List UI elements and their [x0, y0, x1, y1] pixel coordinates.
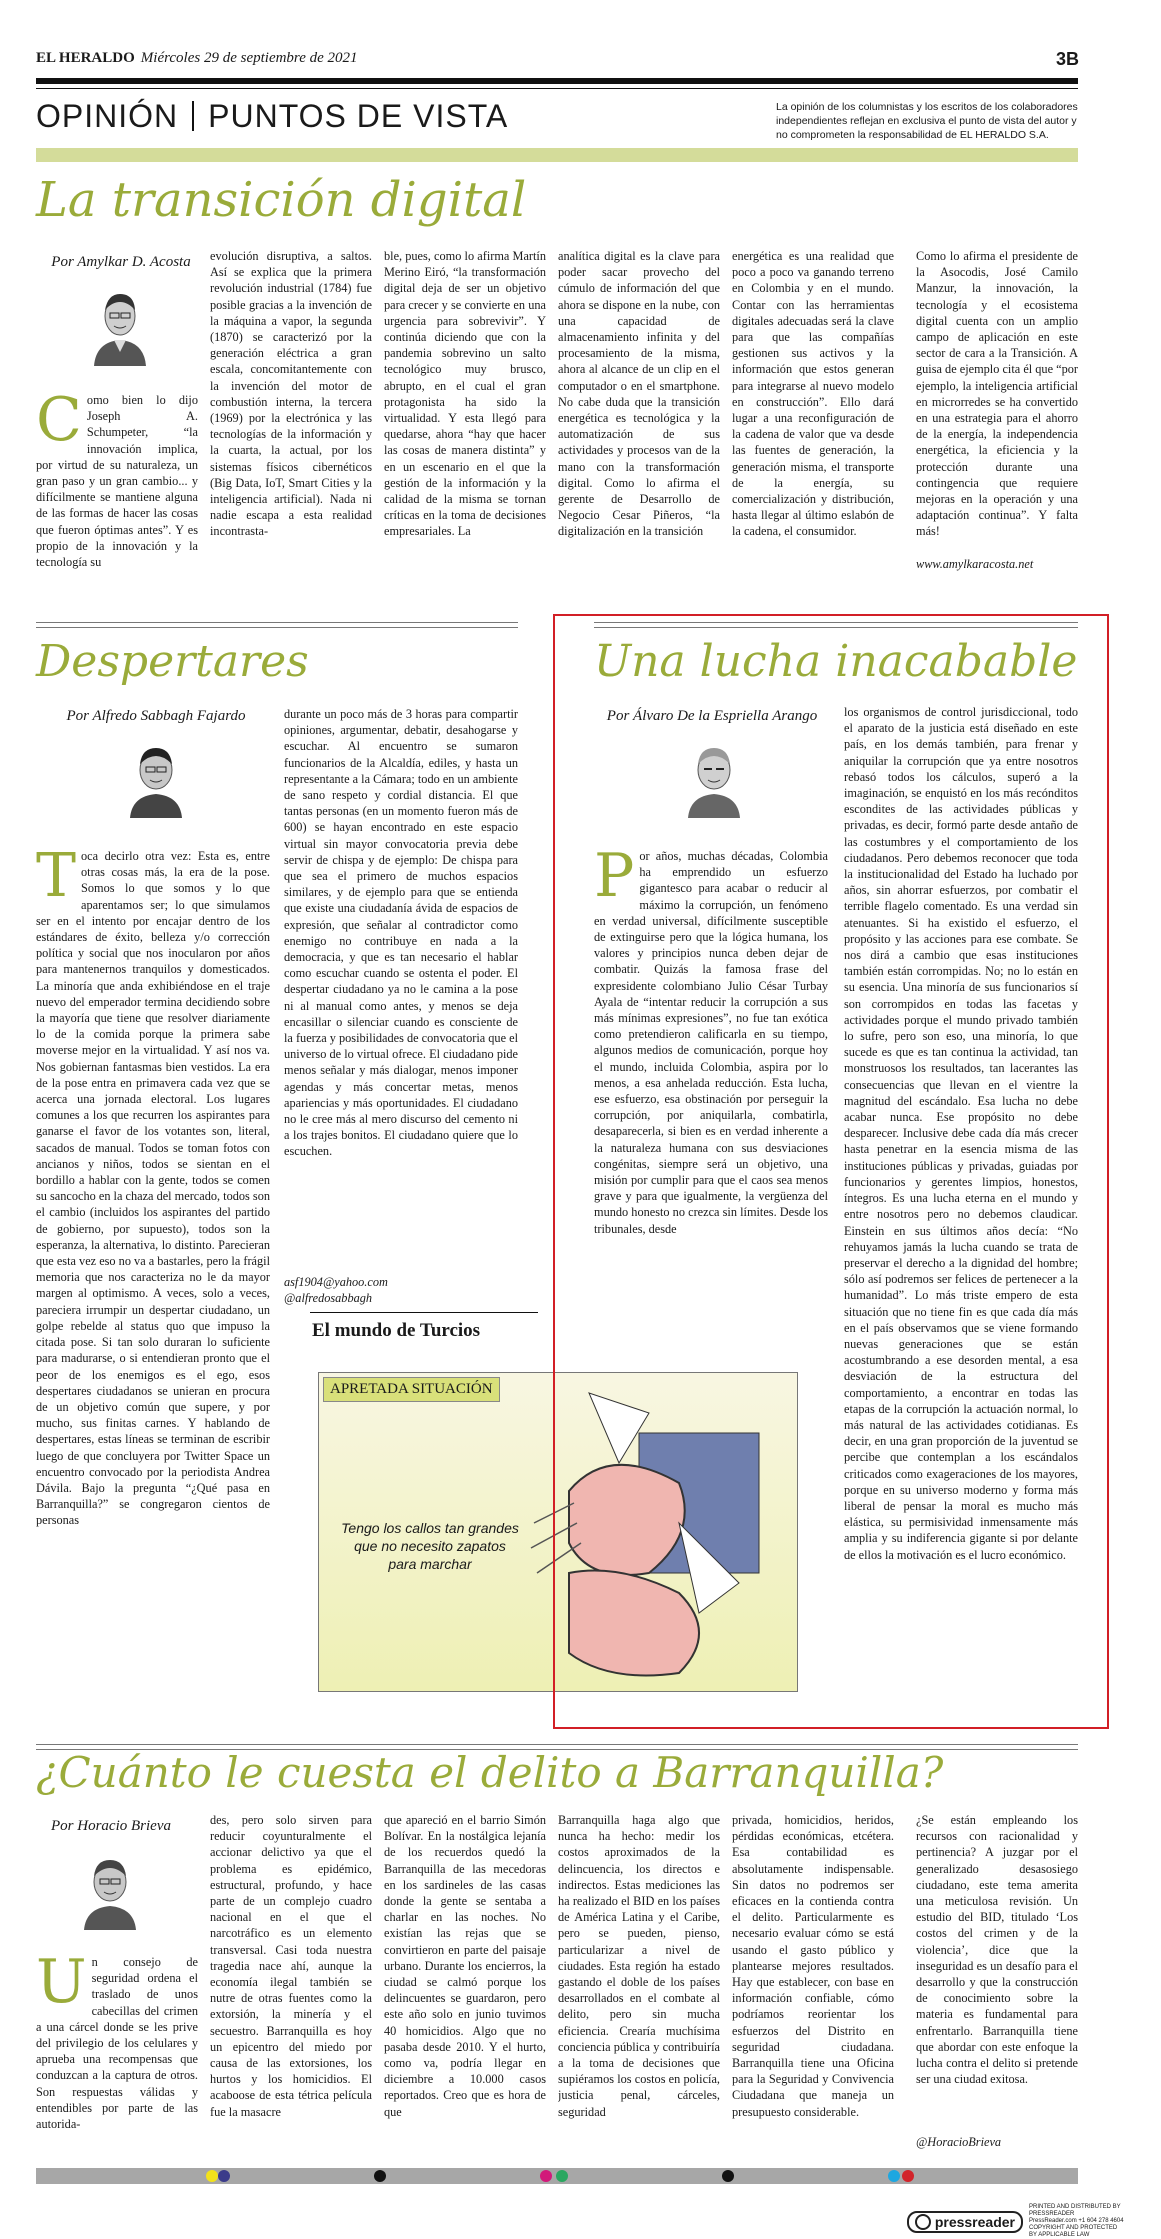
pressreader-credit-line3: COPYRIGHT AND PROTECTED BY APPLICABLE LAW	[1029, 2225, 1118, 2238]
article-despertares-col2: durante un poco más de 3 horas para compartir opiniones, argumentar, debatir, desahogarse y escuchar. Al encuentro se sumaron funcionarios de la Alcaldía, ediles, y hasta un representante a la Cámara; todo en un ambiente de sano respeto y cordial distancia. El que tantas personas (en un momento fueron más de 600) se hayan encontrado en este espacio virtual sin mayor convocatoria previa debe servir de chispa y de ejemplo: De chispa para que sea el primero de muchos espacios similares, y de ejemplo para que se entienda que existe una ciudadanía ávida de espacios de expresión, que señalar al contradictor como enemigo no contribuye en nada a la democracia, y que es tan necesario el hablar como escuchar cuando se ostenta el poder. El despertar ciudadano ya no le camina a la pose ni al manual como antes, y menos se deja encasillar o silenciar cuando es consciente de la fuerza y posibilidades de convocatoria que el universo de lo virtual ofrece. El ciudadano pide menos señalar y más dialogar, menos imponer agendas y más concertar metas, menos apariencias y más oportunidades. El ciudadano no le cree más al mero discurso del cemento ni a los trajes bonitos. El ciudadano quiere que lo escuchen.	[284, 707, 518, 1159]
article-transicion-col6: Como lo afirma el presidente de la Asocodis, José Camilo Manzur, la innovación, la tecnología y el ecosistema digital cuenta con un amplio campo de aplicación en este sector de cara a la Transición. A guisa de ejemplo cita él que “por ejemplo, la inteligencia artificial en microrredes se ha convertido en una estrategia para el ahorro de la energía, la independencia energética, la eficiencia y la protección durante una contingencia que requiere mejoras en la operación y una adaptación continua”. Y falta más!	[916, 249, 1078, 539]
dropcap-despertares: T	[36, 848, 77, 911]
pressreader-credit-line1: PRINTED AND DISTRIBUTED BY PRESSREADER	[1029, 2204, 1121, 2217]
article-delito-col1	[36, 1954, 198, 2150]
pressreader-brand: pressreader	[934, 2213, 1015, 2230]
article-transicion-col2: evolución disruptiva, a saltos. Así se explica que la primera revolución industrial (1784) fue posible gracias a la invención de la máquina a vapor, la segunda (1870) se caracterizó por la generación eléctrica a gran escala, concomitantemente con la invención del motor de combustión interna, la tercera (1969) por la electrónica y las tecnologías de la información y la cuarta, la actual, por los sistemas físicos cibernéticos (Big Data, IoT, Smart Cities y la inteligencia artificial). Nada ni nadie escapa a esta realidad incontrasta-	[210, 249, 372, 539]
registration-dot-yellow	[206, 2170, 218, 2182]
section-opinion: OPINIÓN	[36, 98, 179, 134]
section-divider	[192, 101, 194, 131]
headline-lucha: Una lucha inacabable	[594, 636, 1078, 687]
article-delito-col3: que apareció en el barrio Simón Bolívar. En la nostálgica lejanía de los recuerdos quedó la Barranquilla de las mecedoras en los sardineles de las casas donde la gente se sentaba a charlar en las noches. No existían las rejas que se convirtieron en parte del paisaje urbano. Durante los encierros, la ciudad se calmó porque los delincuentes se guardaron, pero este año solo en junio tuvimos 40 homicidios. Algo que no pasaba desde 2010. Y el hurto, como va, podría llegar en diciembre a 10.000 casos reportados. Creo que es hora de que	[384, 1813, 546, 2119]
article-despertares-text1: oca decirlo otra vez: Esta es, entre otras cosas más, la era de la pose. Somos lo que somos y lo que aparentamos ser; lo que simulamos ser en el intento por encajar dentro de los estándares de éxito, belleza y/o corrección política y social que nos inocularon por años para mantenernos tranquilos y domesticados. La minoría que anda exhibiéndose en el traje nuevo del emperador termina decidiendo sobre la mayoría que tiene que resolver diariamente lo de la comida porque la primera sabe moverse mejor en la virtualidad. Y así nos va. Nos gobiernan fantasmas bien vestidos. La era de la pose entra en primavera cada vez que se acerca una jornada electoral. Los lugares comunes a los que recurren los aspirantes para ganarse el favor de los votantes son, literal, sacados de manual. Todos se toman fotos con ancianos y niños, todos se sientan en el bordillo a hablar con la gente, todos se comen su sancocho en la chaza del mercado, todos son el cambio (incluidos los aspirantes del partido de gobierno, por supuesto), todos son la esperanza, la alternativa, lo distinto. Parecieran que esta vez eso no va a bastarles, pero la frágil memoria que nos caracteriza no le da mayor margen al optimismo. A veces, solo a veces, pareciera irrumpir un despertar ciudadano, un golpe rebelde al status quo que impuso la citada pose. Si tan solo duraran lo suficiente para madurarse, o si entendieran pronto que el peor de los enemigos es el ego, esos despertares ciudadanos se unieran en procura de un objetivo común que supere, y por mucho, sus finitas carnes. Y hablando de despertares, estas líneas se terminan de escribir luego de que concluyera por Twitter Space un encuentro convocado por la periodista Andrea Dávila. Bajo la pregunta “¿Qué pasa en Barranquilla?” se congregaron cientos de personas	[36, 849, 270, 1528]
article-transicion-col5: energética es una realidad que poco a poco va ganando terreno en Colombia y en el mundo. Contar con las herramientas digitales adecuadas será la clave para que las compañías gestionen sus activos y la información que estos generan para integrarse al nuevo modelo en construcción”. Ello dará lugar a una reconfiguración de la cadena de valor que va desde las fuentes de generación, la generación misma, el transporte de la energía, su comercialización y distribución, hasta llegar al último eslabón de la cadena, el consumidor.	[732, 249, 894, 539]
lucha-top-rule	[594, 622, 1078, 628]
registration-dot-black-2	[722, 2170, 734, 2182]
registration-dot-magenta	[540, 2170, 552, 2182]
signature-sabbagh-twitter: @alfredosabbagh	[284, 1291, 373, 1305]
article-lucha-text1: or años, muchas décadas, Colombia ha emprendido un esfuerzo gigantesco para acabar o reducir al máximo la corrupción, un fenómeno en verdad universal, difícilmente susceptible de extinguirse pero que la lógica humana, los valores y principios nunca deben dejar de combatir. Quizás la famosa frase del expresidente colombiano Julio César Turbay Ayala de “intentar reducir la corrupción a sus más mínimas expresiones”, no fue tan exótica como pretendieron calificarla en su tiempo, algunos medios de comunicación, porque hoy el mundo, incluida Colombia, aspira por lo menos, a esa anhelada reducción. Esta lucha, ese esfuerzo, esa obstinación por perseguir la corrupción, por aniquilarla, combatirla, desaparecerla, si bien es en verdad inherente a la naturaleza humana con sus desviaciones congénitas, siempre será un objetivo, una misión por cumplir para que el caos sea menos grave y para que igualmente, la vergüenza del mundo honesto no crezca sin límites. Desde los tribunales, desde	[594, 849, 828, 1236]
article-transicion-col4: analítica digital es la clave para poder sacar provecho del cúmulo de información del que ahora se dispone en la nube, con una capacidad de almacenamiento infinita y del procesamiento de la misma, ahora al alcance de un clip en el computador o en el smartphone. No cabe duda que la transición energética es tecnológica y la automatización de sus actividades y procesos van de la mano con la transformación digital. Como lo afirma el gerente de Desarrollo de Negocio Cesar Piñeros, “la digitalización en la transición	[558, 249, 720, 539]
cartoon-top-rule	[310, 1312, 538, 1313]
registration-dot-blue	[218, 2170, 230, 2182]
masthead-thin-rule	[36, 88, 1078, 89]
publication-name: EL HERALDO	[36, 50, 135, 66]
dropcap-transicion: C	[36, 392, 82, 455]
section-puntos: PUNTOS DE VISTA	[208, 98, 509, 134]
page-number: 3B	[1055, 49, 1079, 69]
author-photo-espriella	[682, 734, 746, 818]
registration-dot-cyan	[888, 2170, 900, 2182]
headline-transicion: La transición digital	[36, 172, 527, 228]
signature-sabbagh-email: asf1904@yahoo.com	[284, 1275, 388, 1289]
signature-acosta: www.amylkaracosta.net	[916, 557, 1034, 571]
pressreader-credit-line2: PressReader.com +1 604 278 4604	[1029, 2218, 1124, 2224]
disclaimer: La opinión de los columnistas y los escritos de los colaboradores independientes reflejan en exclusiva el punto de vista del autor y no comprometen la responsabilidad de EL HERALDO S.A.	[776, 101, 1078, 141]
pressreader-badge	[907, 2211, 1023, 2233]
headline-despertares: Despertares	[36, 636, 309, 687]
article-delito-col6: ¿Se están empleando los recursos con racionalidad y pertinencia? A juzgar por el generalizado desasosiego ciudadano, este tema amerita una meticulosa revisión. Un estudio del BID, titulado ‘Los costos del crimen y de la violencia’, dice que la inseguridad es un desafío para el desarrollo y que la construcción de conocimiento sobre la materia es fundamental para enfrentarlo. Barranquilla tiene que abordar con este enfoque la lucha contra el delito si pretende ser una ciudad exitosa.	[916, 1813, 1078, 2087]
article-delito-col2: des, pero solo sirven para reducir coyunturalmente el accionar delictivo ya que el problema es epidémico, estructural, profundo, y hace parte de un complejo cuadro nacional en el que el narcotráfico es un elemento transversal. Casi toda nuestra tragedia nace ahí, aunque la economía ilegal también se nutre de otras fuentes como la extorsión, la minería y el secuestro. Barranquilla es hoy un epicentro del miedo por causa de las extorsiones, los hurtos y los homicidios. El acaboose de esta tétrica película fue la masacre	[210, 1813, 372, 2119]
byline-espriella: Por Álvaro De la Espriella Arango	[606, 708, 818, 724]
article-lucha-col2: los organismos de control jurisdiccional, todo el aparato de la justicia está diseñado en este país, en los demás también, para frenar y aniquilar la corrupción que ya entre nosotros rebasó todos los cálculos, superó a la imaginación, se enquistó en los más recónditos escondites de las actividades públicas y privadas, es decir, formó parte desde antaño de las costumbres y el comportamiento de los ciudadanos. Pero debemos reconocer que toda la institucionalidad del Estado ha luchado por años, sin ahorrar esfuerzos, por combatir el terrible flagelo comentado. Es una verdad sin atenuantes. Si ha existido el esfuerzo, el propósito y las acciones para ese combate. Se nos dirá a cambio que esas instituciones también están corrompidas. No; no lo están en su esencia. Una minoría de sus funcionarios sí son corrompidos en todas las facetas y actividades porque el mundo privado también lo sufre, pero son eso, una minoría, lo que sucede es que es tan continua la actividad, tan monstruosos los resultados, tan lacerantes las consecuencias que llevan en el vientre la magnitud del escándalo. Esa lucha no debe acabar nunca. Ese propósito no debe desparecer. Inclusive debe cada día más crecer hasta penetrar en la esencia misma de las instituciones públicas y privadas, guiadas por funcionarios y gerentes limpios, honestos, íntegros. Es una lucha eterna en el mundo y entre nosotros pero no debemos claudicar. Einstein en sus últimos años decía: “No rehuyamos jamás la lucha cuando se trata de preservar el derecho a la dignidad del hombre; sólo así podremos ser felices de pertenecer a la humanidad”. Lo más triste empero de esta situación que no tiene fin es que cada día más en el país observamos que se viene formando nuevas generaciones que se están acostumbrando a ese desorden mental, a esa desviación de la estructura del comportamiento, a encontrar en todas las etapas de la corrupción la actuación normal, lo más natural de las actividades cotidianas. Es decir, en una gran proporción de la juventud se percibe que contemplan a los escándalos criticados como exageraciones de los mayores, porque en su universo moderno y forma más liberal de pensar la moral es mucho más elástica, su permisividad inmensamente más amplia y su indiferencia gigante si por delante de ellos la motivación es el lucro económico.	[844, 705, 1078, 1562]
signature-brieva: @HoracioBrieva	[916, 2135, 1002, 2149]
article-delito-col5: privada, homicidios, heridos, pérdidas económicas, etcétera. Esa contabilidad es absolutamente indispensable. Sin datos no podremos ser eficaces en la contienda contra el delito. Particularmente es necesario evaluar cómo se está usando el gasto público y plantearse mejores resultados. Hay que establecer, con base en información confiable, cómo podríamos reorientar los esfuerzos del Distrito en seguridad ciudadana. Barranquilla tiene una Oficina para la Seguridad y Convivencia Ciudadana que maneja un presupuesto considerable.	[732, 1813, 894, 2119]
byline-acosta: Por Amylkar D. Acosta	[51, 254, 191, 270]
registration-dot-red	[902, 2170, 914, 2182]
cartoon-tag: APRETADA SITUACIÓN	[323, 1377, 500, 1402]
article-delito-col4: Barranquilla haga algo que nunca ha hecho: medir los costos aproximados de la delincuencia, los directos e indirectos. Estas mediciones las ha realizado el BID en los países de América Latina y el Caribe, pero se pueden, pienso, particularizar a nivel de ciudades. Esta región ha estado gastando el doble de los países desarrollados en el combate al delito, pero sin mucha eficiencia. Crearía muchísima conciencia pública y contribuiría a la toma de decisiones que supiéramos los costos en policía, justicia penal, cárceles, seguridad	[558, 1813, 720, 2119]
author-photo-sabbagh	[124, 734, 188, 818]
masthead	[36, 50, 358, 67]
cartoon-caption: Tengo los callos tan grandes que no necesito zapatos para marchar	[341, 1520, 519, 1572]
cartoon-section-title: El mundo de Turcios	[312, 1320, 481, 1341]
byline-brieva: Por Horacio Brieva	[51, 1818, 171, 1834]
dropcap-delito: U	[36, 1954, 87, 2017]
article-transicion-col3: ble, pues, como lo afirma Martín Merino Eiró, “la transformación digital deja de ser un objetivo para crecer y se convierte en una urgencia para sobrevivir”. Y continúa diciendo que con la pandemia sobrevino un salto tecnológico muy brusco, abrupto, en el cual el gran protagonista ha sido la virtualidad. Y esta llegó para quedarse, ahora “hay que hacer las cosas de manera distinta” y en un escenario en el que la gestión de la información y la calidad de la misma se tornan críticas en la toma de decisiones empresariales. La	[384, 249, 546, 539]
issue-date: Miércoles 29 de septiembre de 2021	[140, 50, 358, 66]
article-transicion-col1	[36, 392, 198, 602]
pressreader-icon	[915, 2214, 931, 2230]
headline-delito: ¿Cuánto le cuesta el delito a Barranquilla?	[36, 1748, 944, 1797]
author-photo-acosta	[88, 282, 152, 366]
article-transicion-text1: omo bien lo dijo Joseph A. Schumpeter, “la innovación implica, por virtud de su naturaleza, un gran paso y un gran cambio... y difícilmente se mantiene alguna de las formas de hacer las cosas que fueron óptimas antes”. Y es propio de la innovación y la tecnología su	[36, 393, 198, 570]
masthead-rule	[36, 78, 1078, 84]
article-delito-text1: n consejo de seguridad ordena el traslado de unos cabecillas del crimen a una cárcel donde se les prive del privilegio de los celulares y aprueba una recompensas que conduzcan a la captura de otros. Son respuestas válidas y entendibles por parte de las autorida-	[36, 1955, 198, 2132]
registration-dot-green	[556, 2170, 568, 2182]
article-lucha-col1	[594, 848, 828, 1288]
article-despertares-col1	[36, 848, 270, 1682]
despertares-top-rule	[36, 622, 518, 628]
pressreader-logo[interactable]	[907, 2204, 1125, 2239]
author-photo-brieva	[78, 1846, 142, 1930]
section-title	[36, 98, 508, 135]
pressreader-credits	[1029, 2204, 1125, 2239]
registration-dot-black	[374, 2170, 386, 2182]
section-accent-bar	[36, 148, 1078, 162]
dropcap-lucha: P	[594, 848, 635, 911]
byline-sabbagh: Por Alfredo Sabbagh Fajardo	[66, 708, 246, 724]
